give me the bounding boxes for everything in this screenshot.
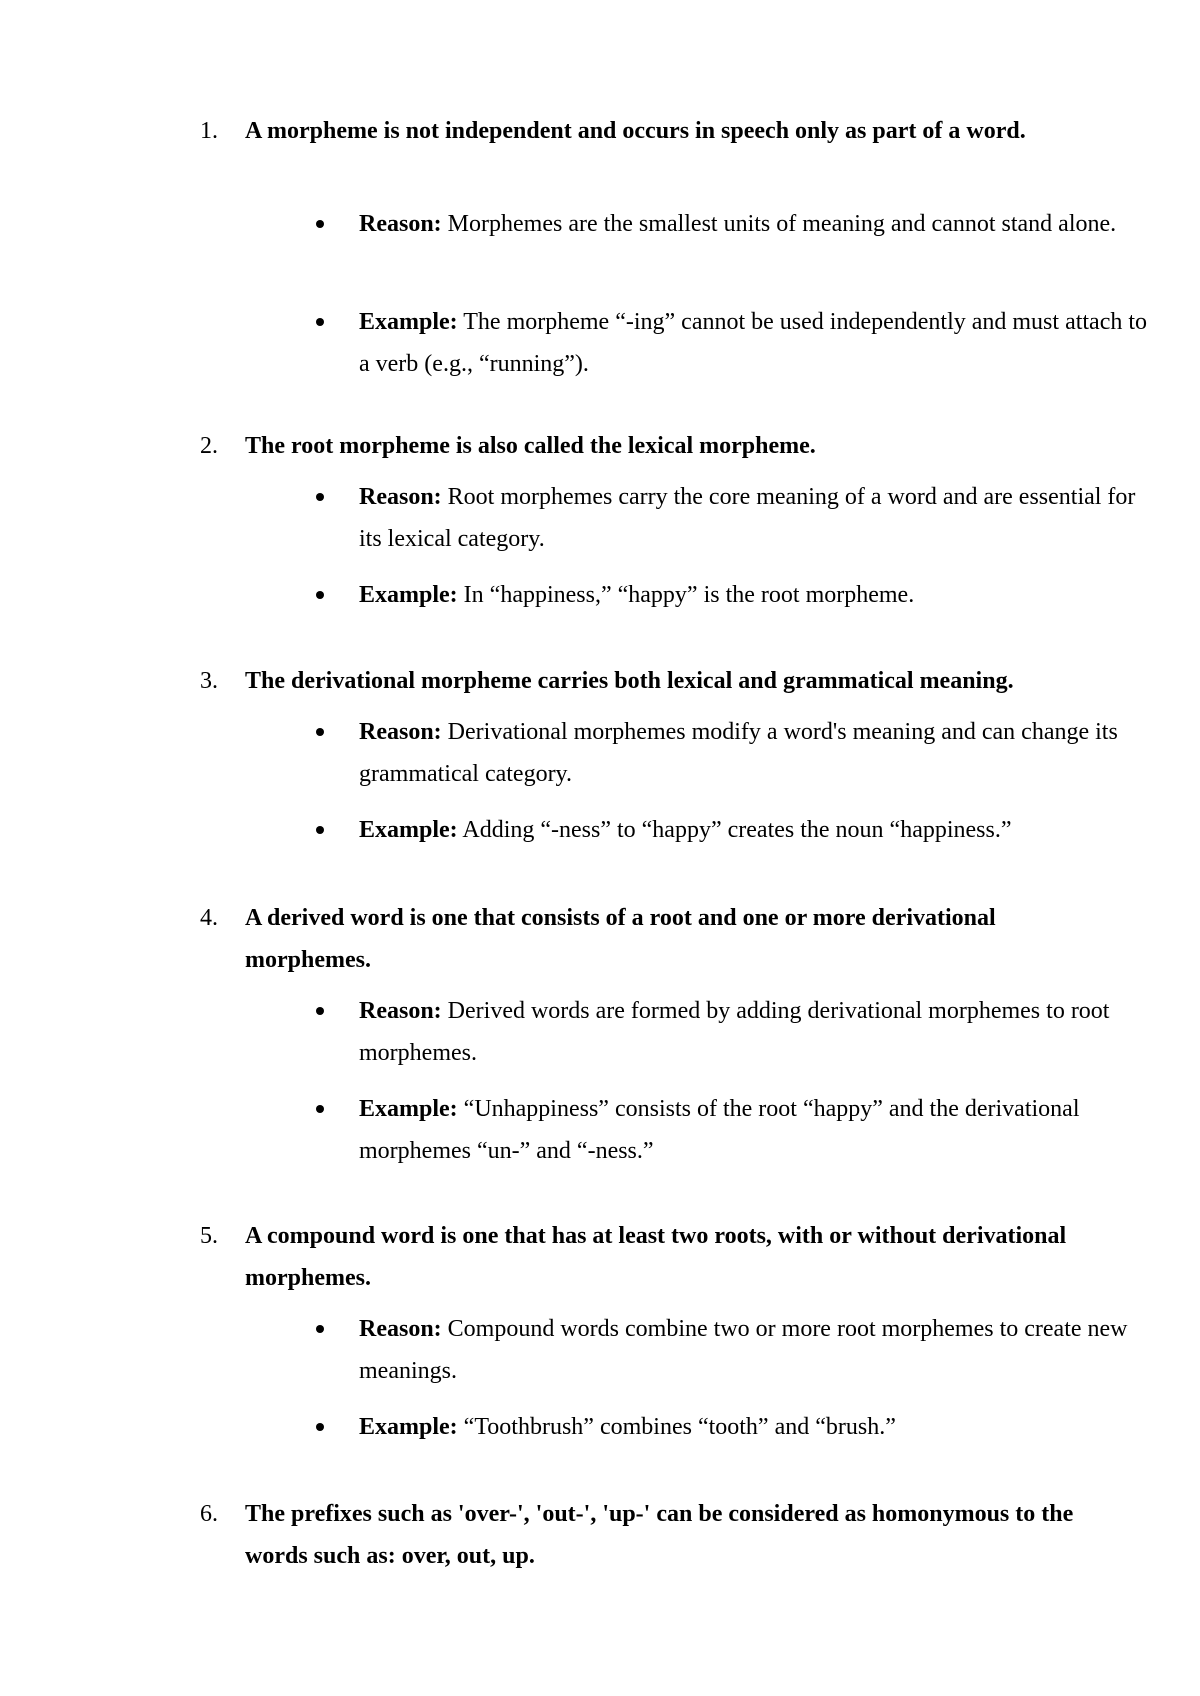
item-number: 6. (200, 1501, 218, 1527)
bullet-text (359, 1308, 1149, 1392)
bullet-label: Example: (359, 1414, 458, 1440)
item-number: 3. (200, 668, 218, 694)
bullet-text (359, 711, 1149, 795)
bullet-dot (316, 1325, 324, 1333)
bullet-body: “Toothbrush” combines “tooth” and “brush.” (463, 1414, 896, 1440)
bullet-text (359, 574, 1149, 616)
item-heading: A morpheme is not independent and occurs in speech only as part of a word. (245, 118, 1026, 144)
bullet-body: The morpheme “-ing” cannot be used independently and must attach to a verb (e.g., “running”). (359, 309, 1148, 377)
bullet-label: Example: (359, 1096, 458, 1122)
bullet-dot (316, 1007, 324, 1015)
bullet-body: Compound words combine two or more root morphemes to create new meanings. (359, 1316, 1128, 1384)
item-heading: The root morpheme is also called the lexical morpheme. (245, 433, 816, 459)
bullet-label: Example: (359, 817, 458, 843)
bullet-body: In “happiness,” “happy” is the root morpheme. (463, 582, 915, 608)
bullet-dot (316, 591, 324, 599)
bullet-label: Reason: (359, 719, 442, 745)
bullet-dot (316, 728, 324, 736)
bullet-dot (316, 1423, 324, 1431)
bullet-dot (316, 493, 324, 501)
item-heading: A derived word is one that consists of a root and one or more derivational morphemes. (245, 905, 996, 973)
bullet-dot (316, 220, 324, 228)
item-heading: The derivational morpheme carries both lexical and grammatical meaning. (245, 668, 1014, 694)
bullet-text (359, 809, 1149, 851)
item-heading: The prefixes such as 'over-', 'out-', 'up-' can be considered as homonymous to the words such as: over, out, up. (245, 1501, 1074, 1569)
bullet-dot (316, 826, 324, 834)
bullet-text (359, 1088, 1149, 1172)
bullet-body: Root morphemes carry the core meaning of a word and are essential for its lexical category. (359, 484, 1136, 552)
bullet-body: Derivational morphemes modify a word's meaning and can change its grammatical category. (359, 719, 1118, 787)
bullet-text (359, 203, 1149, 245)
bullet-text (359, 990, 1149, 1074)
bullet-label: Reason: (359, 484, 442, 510)
bullet-label: Reason: (359, 998, 442, 1024)
item-number: 4. (200, 905, 218, 931)
item-heading: A compound word is one that has at least two roots, with or without derivational morphemes. (245, 1223, 1067, 1291)
bullet-text (359, 301, 1149, 385)
bullet-dot (316, 1105, 324, 1113)
bullet-dot (316, 318, 324, 326)
item-number: 2. (200, 433, 218, 459)
bullet-body: Morphemes are the smallest units of meaning and cannot stand alone. (447, 211, 1117, 237)
item-number: 1. (200, 118, 218, 144)
bullet-label: Reason: (359, 211, 442, 237)
bullet-text (359, 1406, 1149, 1448)
bullet-label: Example: (359, 582, 458, 608)
bullet-body: Derived words are formed by adding derivational morphemes to root morphemes. (359, 998, 1110, 1066)
bullet-body: “Unhappiness” consists of the root “happy” and the derivational morphemes “un-” and “-ness.” (359, 1096, 1080, 1164)
bullet-label: Reason: (359, 1316, 442, 1342)
bullet-label: Example: (359, 309, 458, 335)
bullet-text (359, 476, 1149, 560)
bullet-body: Adding “-ness” to “happy” creates the noun “happiness.” (462, 817, 1012, 843)
item-number: 5. (200, 1223, 218, 1249)
